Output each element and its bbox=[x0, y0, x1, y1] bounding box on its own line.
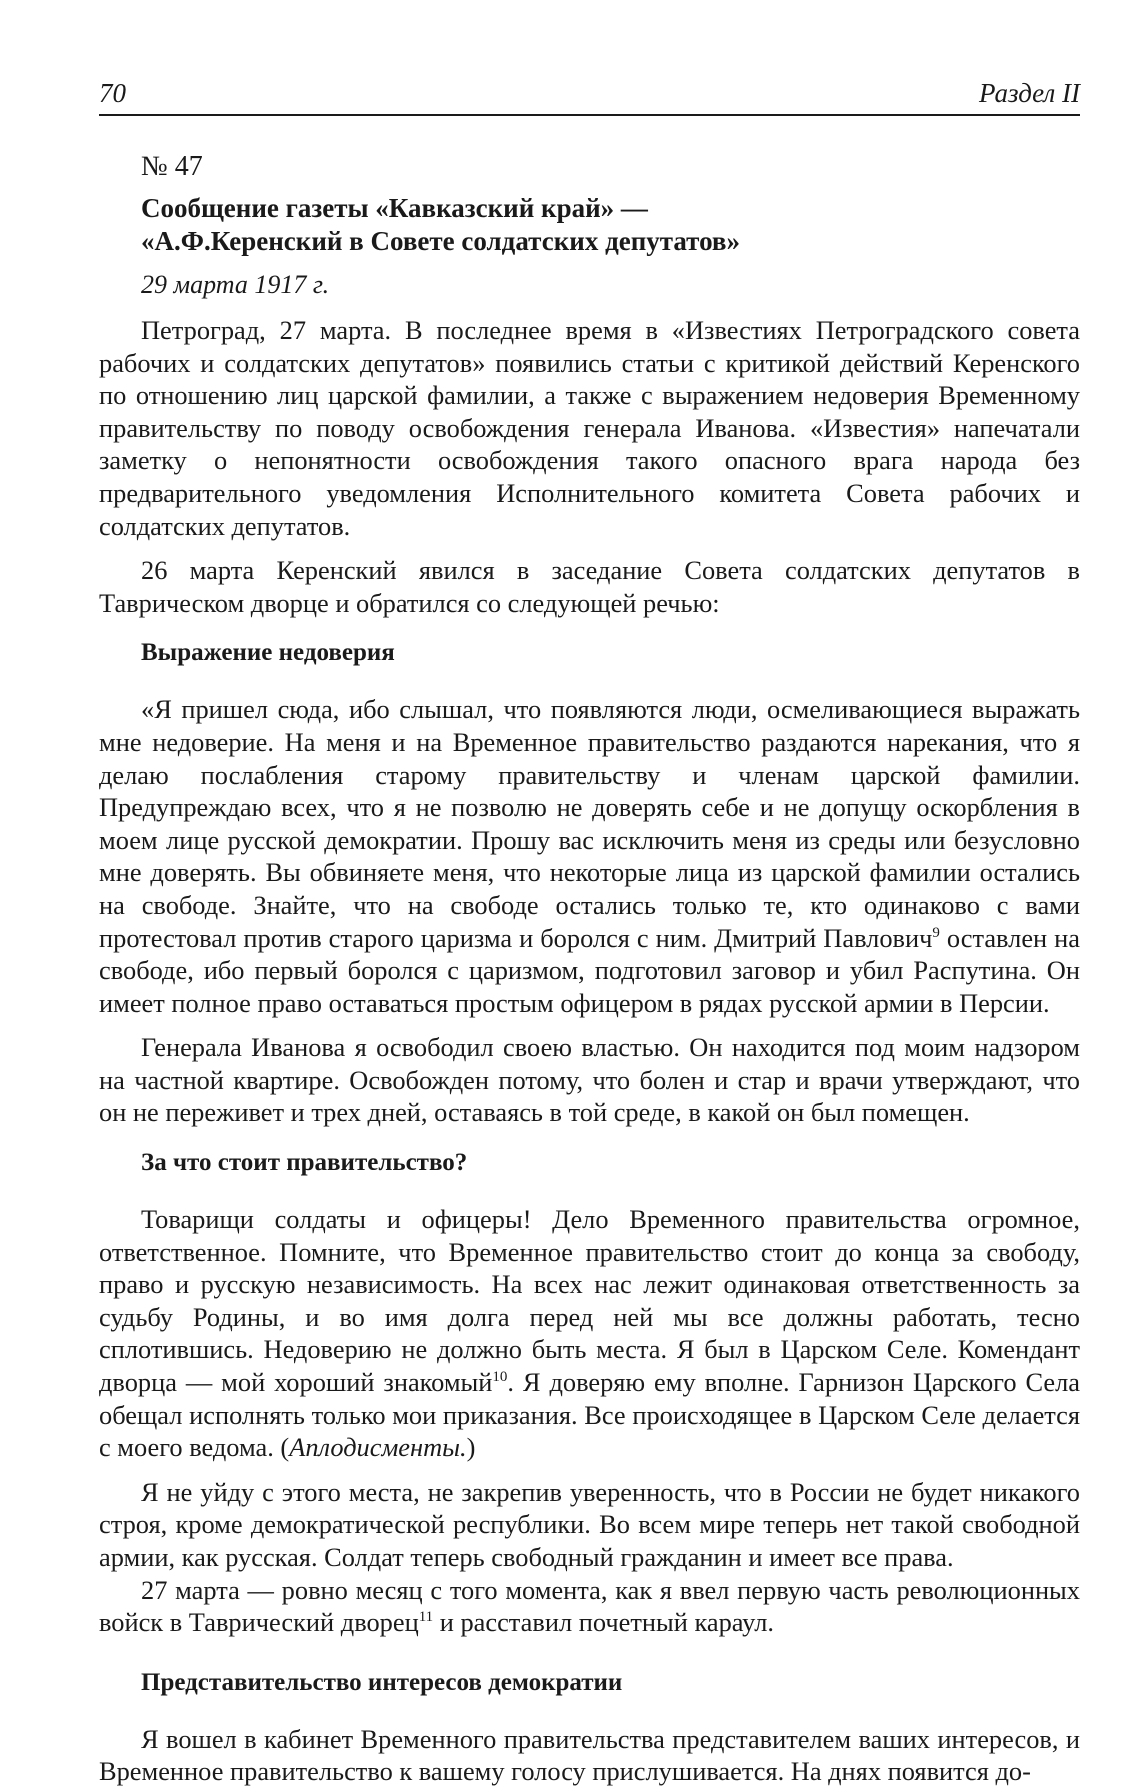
paragraph-3-part-b: оставлен на свободе, ибо первый боролся с царизмом, подготовил заговор и убил Распутина. Он имеет полное право оставаться простым офицером в рядах русской армии в Персии. bbox=[99, 922, 1080, 1018]
paragraph-1: Петроград, 27 марта. В последнее время в «Известиях Петроградского совета рабочих и солдатских депутатов» появились статьи с критикой действий Керенского по отношению лиц царской фамилии, а также с выражением недоверия Временному правительству по поводу освобождения генерала Иванова. «Известия» напечатали заметку о непонятности освобождения такого опасного врага народа без предварительного уведомления Исполнительного комитета Совета рабочих и солдатских депутатов. bbox=[99, 315, 1080, 541]
paragraph-5-part-a: Товарищи солдаты и офицеры! Дело Временного правительства огромное, ответственное. Помните, что Временное правительство стоит до конца за свободу, право и русскую независимость. На всех нас лежит одинаковая ответственность за судьбу Родины, и во имя долга перед ней мы все должны работать, тесно сплотившись. Недоверию не должно быть места. Я был в Царском Селе. Комендант дворца — мой хороший знакомый bbox=[99, 1204, 1080, 1398]
subheading-government: За что стоит правительство? bbox=[141, 1149, 468, 1177]
paragraph-7-part-a: 27 марта — ровно месяц с того момента, как я ввел первую часть революционных войск в Таврический дворец bbox=[99, 1574, 1080, 1638]
paragraph-4: Генерала Иванова я освободил своею властью. Он находится под моим надзором на частной квартире. Освобожден потому, что болен и стар и врачи утверждают, что он не переживет и трех дней, оставаясь в той среде, в какой он был помещен. bbox=[99, 1032, 1080, 1128]
paragraph-8: Я вошел в кабинет Временного правительства представителем ваших интересов, и Временное правительство к вашему голосу прислушивается. На днях появится до- bbox=[99, 1723, 1080, 1787]
document-title bbox=[141, 192, 1080, 258]
subheading-representation: Представительство интересов демократии bbox=[141, 1668, 623, 1696]
paragraph-5-part-b: . Я доверяю ему вполне. Гарнизон Царского Села обещал исполнять только мои приказания. Все происходящее в Царском Селе делается с моего ведома. ( bbox=[99, 1367, 1080, 1463]
paragraph-5-part-c: ) bbox=[466, 1432, 476, 1463]
footnote-ref-10: 10 bbox=[492, 1369, 508, 1386]
paragraph-3-part-a: «Я пришел сюда, ибо слышал, что появляются люди, осмеливающиеся выражать мне недоверие. На меня и на Временное правительство раздаются нарекания, что я делаю послабления старому правительству и членам царской фамилии. Предупреждаю всех, что я не позволю не доверять себе и не допущу оскорбления в моем лице русской демократии. Прошу вас исключить меня из среды или безусловно мне доверять. Вы обвиняете меня, что некоторые лица из царской фамилии остались на свободе. Знайте, что на свободе остались только те, кто одинаково с вами протестовал против старого царизма и боролся с ним. Дмитрий Павлович bbox=[99, 694, 1080, 953]
section-title: Раздел II bbox=[979, 78, 1080, 108]
footnote-ref-9: 9 bbox=[932, 924, 940, 941]
document-number: № 47 bbox=[141, 151, 203, 182]
document-date: 29 марта 1917 г. bbox=[141, 270, 330, 299]
title-line-2: «А.Ф.Керенский в Совете солдатских депутатов» bbox=[141, 226, 740, 256]
title-line-1: Сообщение газеты «Кавказский край» — bbox=[141, 193, 648, 223]
paragraph-5 bbox=[99, 1203, 1080, 1464]
main-content bbox=[99, 150, 1080, 1788]
paragraph-3 bbox=[99, 693, 1080, 1019]
subheading-distrust: Выражение недоверия bbox=[141, 639, 395, 667]
paragraph-7-part-b: и расставил почетный караул. bbox=[433, 1607, 774, 1638]
paragraph-2: 26 марта Керенский явился в заседание Совета солдатских депутатов в Таврическом дворце и обратился со следующей речью: bbox=[99, 555, 1080, 618]
paragraph-6: Я не уйду с этого места, не закрепив уверенность, что в России не будет никакого строя, кроме демократической республики. Во всем мире теперь нет такой свободной армии, как русская. Солдат теперь свободный гражданин и имеет все права. bbox=[99, 1476, 1080, 1572]
paragraph-7 bbox=[99, 1574, 1080, 1639]
footnote-ref-11: 11 bbox=[418, 1609, 434, 1626]
applause-remark: Аплодисменты. bbox=[289, 1432, 467, 1463]
page-number: 70 bbox=[99, 78, 126, 108]
running-header bbox=[99, 78, 1080, 116]
